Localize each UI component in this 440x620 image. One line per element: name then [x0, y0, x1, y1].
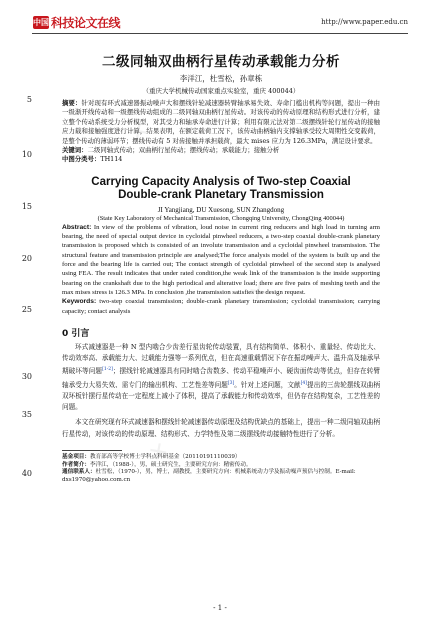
watermark: ✕: [124, 116, 154, 149]
en-keywords: [62, 297, 380, 316]
citation-link[interactable]: [3]: [227, 380, 235, 386]
en-affiliation: (State Key Laboratory of Mechanical Transmission, Chongqing University, ChongQing 400044): [97, 214, 345, 222]
intro-p1-a: 环式减速器是一种 N 型内啮合少齿差行星齿轮传动装置，具有结构简单、体积小、重量轻、传动比大、传动效率高、承载能力大、过载能力强等一系列优点，但在高速重载情况下存在振动噪声大、温升高及轴承早期破坏等问题: [62, 342, 380, 376]
en-title: [62, 176, 380, 203]
site-url-link[interactable]: http://www.paper.edu.cn: [321, 18, 408, 26]
logo-text: 科技论文在线: [51, 15, 121, 30]
intro-paragraph-2: 本文在研究现有环式减速器和摆线针轮减速器传动原理及结构优缺点的基础上，提出一种二级同轴双曲柄行星传动，对该传动的传动原理、结构形式、力学特性及第二级摆线传动接触特性进行了分析。: [62, 418, 380, 438]
footnote-contact-text: 杜雪松，（1970-），男，博士，副教授，主要研究方向：机械系统动力学及振动噪声预估与控制。E-mail: dxs1970@yahoo.com.cn: [62, 469, 356, 484]
cn-abstract-text: 针对现有环式减速器振动噪声大和摆线针轮减速器转臂轴承易失效、寿命门槛出机构等问题，提出一种由一级渐开线传动和一级摆线传动组成的二级同轴双曲柄行星传动。对该传动的传动原理和结构形式进行分析，建立整个传动系统受力分析模型，对其受力和轴承寿命进行计算；利用有限元法对第二级摆线针轮行星传动的接触应力载和接触强度进行计算，结果表明，在额定载荷工况下，该传动曲柄轴内支撑轴承受较大周期性交变载荷，是整个传动的薄弱环节；摆线传动有 5 对齿接触并承担载荷，最大 mises 应力为 126.3MPa，满足设计要求。: [62, 99, 381, 145]
line-number: 30: [21, 372, 32, 381]
line-number: 40: [21, 469, 32, 478]
page-number: - 1 -: [213, 604, 227, 612]
watermark: ✕: [244, 276, 274, 309]
footnote-author-text: 李洋江，（1988-），男，硕士研究生，主要研究方向：精密传动。: [89, 461, 252, 468]
footnote-contact-label: 通信联系人：: [62, 469, 96, 476]
intro-heading: 0 引言: [62, 328, 90, 339]
citation-link[interactable]: [4]: [300, 380, 308, 386]
cn-clc-label: 中图分类号：: [62, 155, 101, 164]
cn-abstract-label: 摘要：: [62, 99, 82, 107]
footnote-rule: [62, 450, 122, 451]
line-number-gutter: [0, 0, 40, 620]
line-number: 25: [21, 305, 32, 314]
footnote-fund: [62, 454, 380, 462]
cn-title: 二级同轴双曲柄行星传动承载能力分析: [102, 54, 340, 70]
en-keywords-text: two-step coaxial transmission; double-crank planetary transmission; cycloidal transmission; carrying capacity; contact analysis: [62, 298, 381, 315]
cn-keywords-text: 二级同轴式传动；双曲柄行星传动；摆线传动；承载能力；接触分析: [87, 146, 280, 155]
en-keywords-label: Keywords:: [62, 298, 97, 306]
en-abstract-text: In view of the problems of vibration, loud noise in current ring reducers and high load in turning arm bearing, the need of special output device in cycloidal pinwheel reducers, a two-step coaxial double-crank planetary transmission is proposed which is consisted of an involute transmission and a cycloidal pinwheel transmission. The structural feature and transmission principle are analysed;The force analysis model of the system is built up and the force and the bearing life is carried out; The contact strength of cycloidal pinwheel of the second step is analysed using FEA. The result indicates that under rated condition,the weak link of the transmission is the inside supporting bearing on the crankshaft due to the high periodical and alterative load; there are five pairs of meshing teeth and the max mises stress is 126.3 MPa. In conclusion ,the transmission satisfies the design request.: [62, 223, 380, 296]
en-title-line1: Carrying Capacity Analysis of Two-step Coaxial: [91, 175, 351, 188]
intro-paragraph-1: [62, 342, 380, 414]
intro-p1-c: 。针对上述问题，文献: [234, 380, 301, 389]
intro-p1-d: 提出的三齿轮摆线双曲柄双环板针摆行星传动在一定程度上减小了体积，提高了承载能力和传动效率，但仍存在结构复杂，工艺性差的问题。: [62, 380, 381, 412]
citation-link[interactable]: [1-2]: [102, 367, 113, 373]
en-authors: JI Yangjiang, DU Xuesong, SUN Zhangdong: [157, 205, 285, 214]
cn-abstract: [62, 99, 381, 149]
line-number: 20: [21, 254, 32, 263]
watermark: ✕: [144, 436, 174, 469]
cn-clc: [62, 155, 380, 164]
page-header: [0, 0, 440, 34]
cn-authors: 李洋江，杜雪松，孙章栋: [179, 74, 263, 83]
footnote-fund-text: 教育部高等学校博士学科点科研基金（20110191110039）: [89, 453, 241, 460]
line-number: 5: [26, 95, 32, 104]
footnote-contact: [62, 469, 380, 485]
cn-clc-text: TH114: [100, 155, 123, 164]
logo-mark: 中国: [33, 17, 49, 27]
header-rule: [32, 33, 408, 34]
site-logo[interactable]: [33, 14, 120, 30]
en-abstract: [62, 223, 380, 297]
line-number: 10: [21, 150, 32, 159]
cn-affiliation: （重庆大学机械传动国家重点实验室，重庆 400044）: [142, 87, 300, 95]
en-title-line2: Double-crank Planetary Transmission: [118, 189, 324, 202]
intro-p1-b: ；摆线针轮减速器具有同时啮合齿数多、传动平稳噪声小、硬齿面传动等优点，但存在转臂轴承受力大易失效、需专门的输出机构、工艺性差等问题: [62, 367, 381, 389]
line-number: 15: [21, 202, 32, 211]
en-abstract-label: Abstract:: [62, 223, 92, 231]
cn-keywords-label: 关键词：: [62, 146, 88, 155]
line-number: 35: [21, 410, 32, 419]
footnote-fund-label: 基金项目：: [62, 453, 90, 460]
paper-content: [62, 48, 380, 485]
footnote-author-label: 作者简介：: [62, 461, 90, 468]
